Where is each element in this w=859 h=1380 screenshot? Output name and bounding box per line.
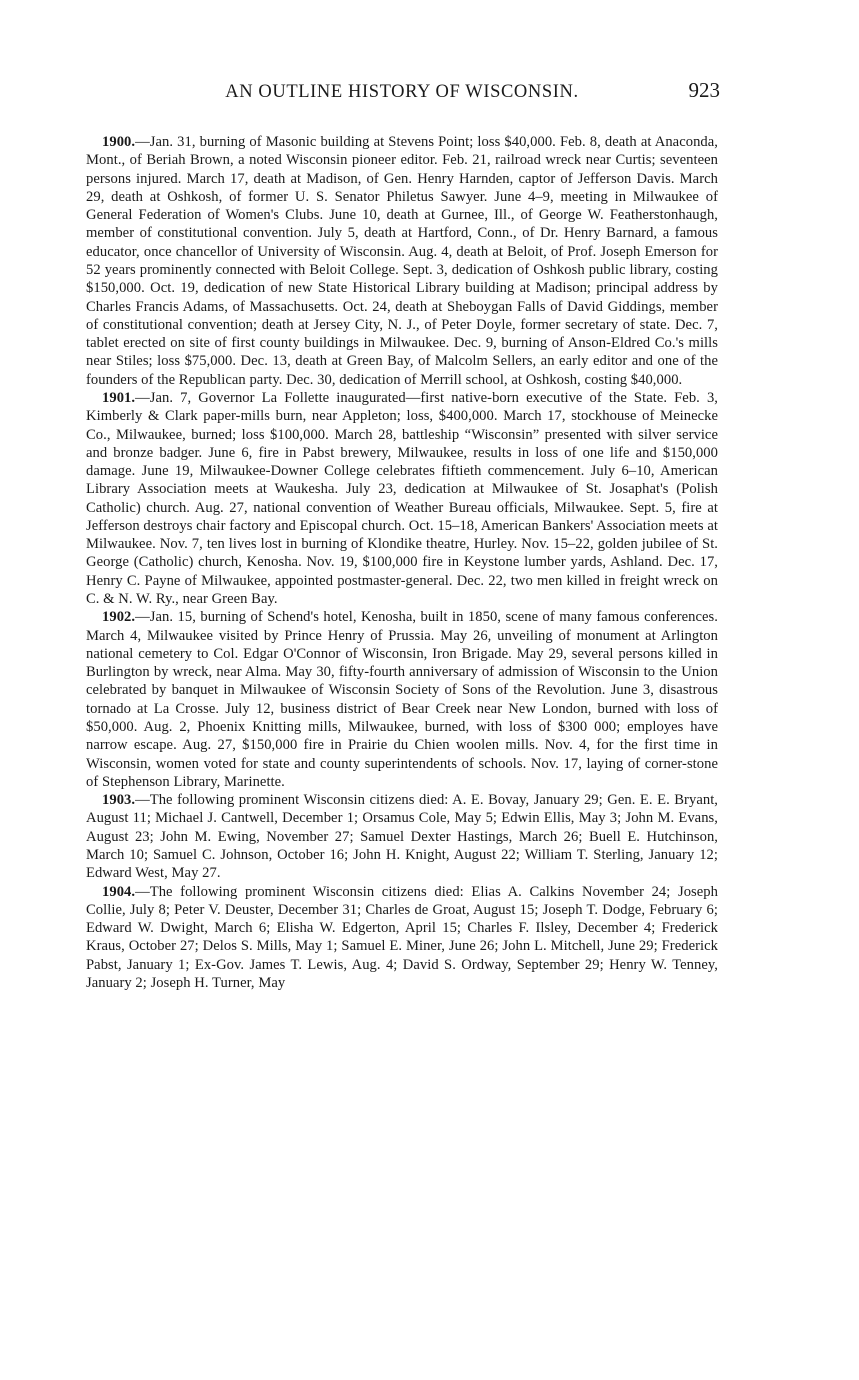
year-entry-1902 xyxy=(86,608,718,791)
entry-year: 1901. xyxy=(102,389,136,406)
entry-text: —The following prominent Wisconsin citizens died: Elias A. Calkins November 24; Joseph Collie, July 8; Peter V. Deuster, December 31; Charles de Groat, August 15; Joseph T. Dodge, February 6; Edward W. Dwight, March 6; Elisha W. Edgerton, April 15; Charles F. Ilsley, December 4; Frederick Kraus, October 27; Delos S. Mills, May 1; Samuel E. Miner, June 26; John L. Mitchell, June 29; Frederick Pabst, January 1; Ex-Gov. James T. Lewis, Aug. 4; David S. Ordway, September 29; Henry W. Tenney, January 2; Joseph H. Turner, May xyxy=(86,883,718,991)
running-head xyxy=(86,80,718,110)
entry-text: —The following prominent Wisconsin citizens died: A. E. Bovay, January 29; Gen. E. E. Bryant, August 11; Michael J. Cantwell, December 1; Orsamus Cole, May 5; Edwin Ellis, May 3; John M. Evans, August 23; John M. Ewing, November 27; Samuel Dexter Hastings, March 26; Buell E. Hutchinson, March 10; Samuel C. Johnson, October 16; John H. Knight, August 22; William T. Sterling, January 12; Edward West, May 27. xyxy=(86,792,718,882)
entry-year: 1900. xyxy=(102,134,136,150)
year-entry-1903 xyxy=(86,791,718,882)
entry-year: 1904. xyxy=(102,883,136,900)
year-entry-1900 xyxy=(86,133,718,389)
page-number: 923 xyxy=(688,78,720,102)
entry-year: 1902. xyxy=(102,609,136,626)
entry-text: —Jan. 31, burning of Masonic building at Stevens Point; loss $40,000. Feb. 8, death at Anaconda, Mont., of Beriah Brown, a noted Wisconsin pioneer editor. Feb. 21, railroad wreck near Curtis; seventeen persons injured. March 17, death at Madison, of Gen. Henry Harnden, captor of Jefferson Davis. March 29, death at Oshkosh, of former U. S. Senator Philetus Sawyer. June 4–9, meeting in Milwaukee of General Federation of Women's Clubs. June 10, death at Gurnee, Ill., of George W. Featherstonhaugh, member of constitutional convention. July 5, death at Hartford, Conn., of Dr. Henry Barnard, a famous educator, once chancellor of University of Wisconsin. Aug. 4, death at Beloit, of Prof. Joseph Emerson for 52 years prominently connected with Beloit College. Sept. 3, dedication of Oshkosh public library, costing $150,000. Oct. 19, dedication of new State Historical Library building at Madison; principal address by Charles Francis Adams, of Massachusetts. Oct. 24, death at Sheboygan Falls of David Giddings, member of constitutional convention; death at Jersey City, N. J., of Peter Doyle, former secretary of state. Dec. 7, tablet erected on site of first county buildings in Milwaukee. Dec. 9, burning of Anson-Eldred Co.'s mills near Stiles; loss $75,000. Dec. 13, death at Green Bay, of Malcolm Sellers, an early editor and one of the founders of the Republican party. Dec. 30, dedication of Merrill school, at Oshkosh, costing $40,000. xyxy=(86,134,718,388)
entry-year: 1903. xyxy=(102,792,136,809)
body-text xyxy=(86,133,718,992)
entry-text: —Jan. 15, burning of Schend's hotel, Kenosha, built in 1850, scene of many famous conferences. March 4, Milwaukee visited by Prince Henry of Prussia. May 26, unveiling of monument at Arlington national cemetery to Col. Edgar O'Connor of Wisconsin, Iron Brigade. May 29, several persons killed in Burlington by wreck, near Alma. May 30, fifty-fourth anniversary of admission of Wisconsin to the Union celebrated by banquet in Milwaukee of Wisconsin Society of Sons of the Revolution. June 3, disastrous tornado at La Crosse. July 12, business district of Bear Creek near New London, burned with loss of $50,000. Aug. 2, Phoenix Knitting mills, Milwaukee, burned, with loss of $300 000; employes have narrow escape. Aug. 27, $150,000 fire in Prairie du Chien woolen mills. Nov. 4, for the first time in Wisconsin, women voted for state and county superintendents of schools. Nov. 17, laying of corner-stone of Stephenson Library, Marinette. xyxy=(86,609,718,790)
year-entry-1904 xyxy=(86,883,718,993)
running-title: AN OUTLINE HISTORY OF WISCONSIN. xyxy=(225,82,579,102)
year-entry-1901 xyxy=(86,389,718,608)
entry-text: —Jan. 7, Governor La Follette inaugurated—first native-born executive of the State. Feb. 3, Kimberly & Clark paper-mills burn, near Appleton; loss, $400,000. March 17, stockhouse of Meinecke Co., Milwaukee, burned; loss $100,000. March 28, battleship “Wisconsin” presented with silver service and bronze badger. June 6, fire in Pabst brewery, Milwaukee, results in loss of one life and $150,000 damage. June 19, Milwaukee-Downer College celebrates fiftieth commencement. July 6–10, American Library Association meets at Waukesha. July 23, dedication at Milwaukee of St. Josaphat's (Polish Catholic) church. Aug. 27, national convention of Weather Bureau officials, Milwaukee. Sept. 5, fire at Jefferson destroys chair factory and Episcopal church. Oct. 15–18, American Bankers' Association meets at Milwaukee. Nov. 7, ten lives lost in burning of Klondike theatre, Hurley. Nov. 15–22, golden jubilee of St. George (Catholic) church, Kenosha. Nov. 19, $100,000 fire in Keystone lumber yards, Ashland. Dec. 17, Henry C. Payne of Milwaukee, appointed postmaster-general. Dec. 22, two men killed in freight wreck on C. & N. W. Ry., near Green Bay. xyxy=(86,389,718,608)
